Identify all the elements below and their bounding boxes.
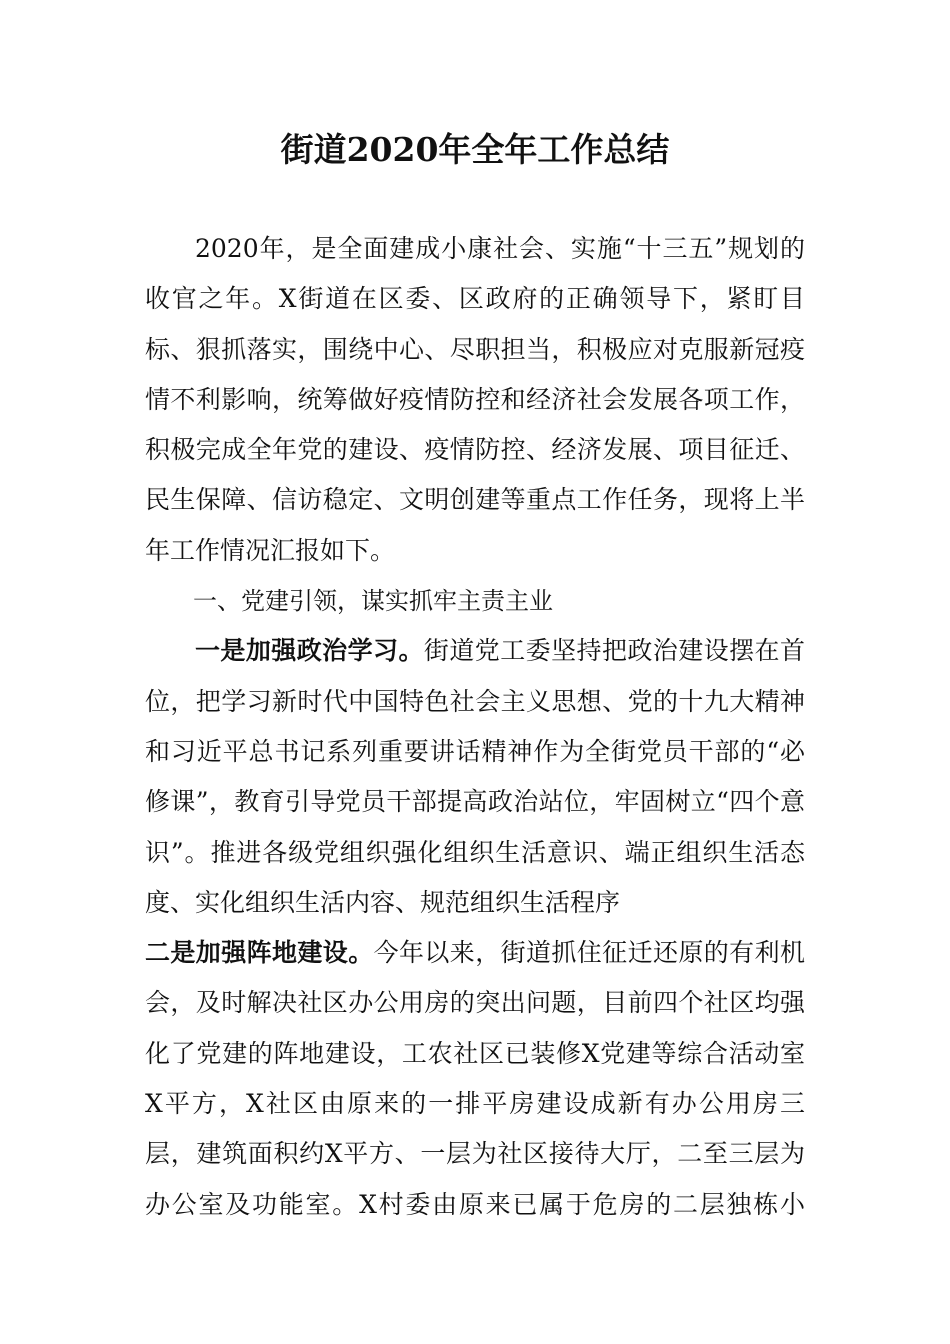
item-1-lead: 一是加强政治学习。: [195, 636, 424, 666]
item-2-paragraph: [145, 928, 805, 1230]
item-1-text: 街道党工委坚持把政治建设摆在首位，把学习新时代中国特色社会主义思想、党的十九大精神和习近平总书记系列重要讲话精神作为全街党员干部的“必修课”，教育引导党员干部提高政治站位，牢固树立“四个意识”。推进各级党组织强化组织生活意识、端正组织生活态度、实化组织生活内容、规范组织生活程序: [145, 636, 805, 917]
intro-paragraph: 2020年，是全面建成小康社会、实施“十三五”规划的收官之年。X街道在区委、区政府的正确领导下，紧盯目标、狠抓落实，围绕中心、尽职担当，积极应对克服新冠疫情不利影响，统筹做好疫情防控和经济社会发展各项工作，积极完成全年党的建设、疫情防控、经济发展、项目征迁、民生保障、信访稳定、文明创建等重点工作任务，现将上半年工作情况汇报如下。: [145, 234, 805, 565]
section-heading: 一、党建引领，谋实抓牢主责主业: [193, 587, 553, 616]
item-2-lead: 二是加强阵地建设。: [145, 938, 374, 968]
document-title: 街道2020年全年工作总结: [280, 130, 670, 169]
item-1-paragraph: [145, 626, 805, 928]
document-body: [145, 224, 805, 1230]
item-2-text: 今年以来，街道抓住征迁还原的有利机会，及时解决社区办公用房的突出问题，目前四个社区均强化了党建的阵地建设，工农社区已装修X党建等综合活动室X平方，X社区由原来的一排平房建设成新有办公用房三层，建筑面积约X平方、一层为社区接待大厅，二至三层为办公室及功能室。X村委由原来已属于危房的二层独栋小: [145, 938, 805, 1219]
